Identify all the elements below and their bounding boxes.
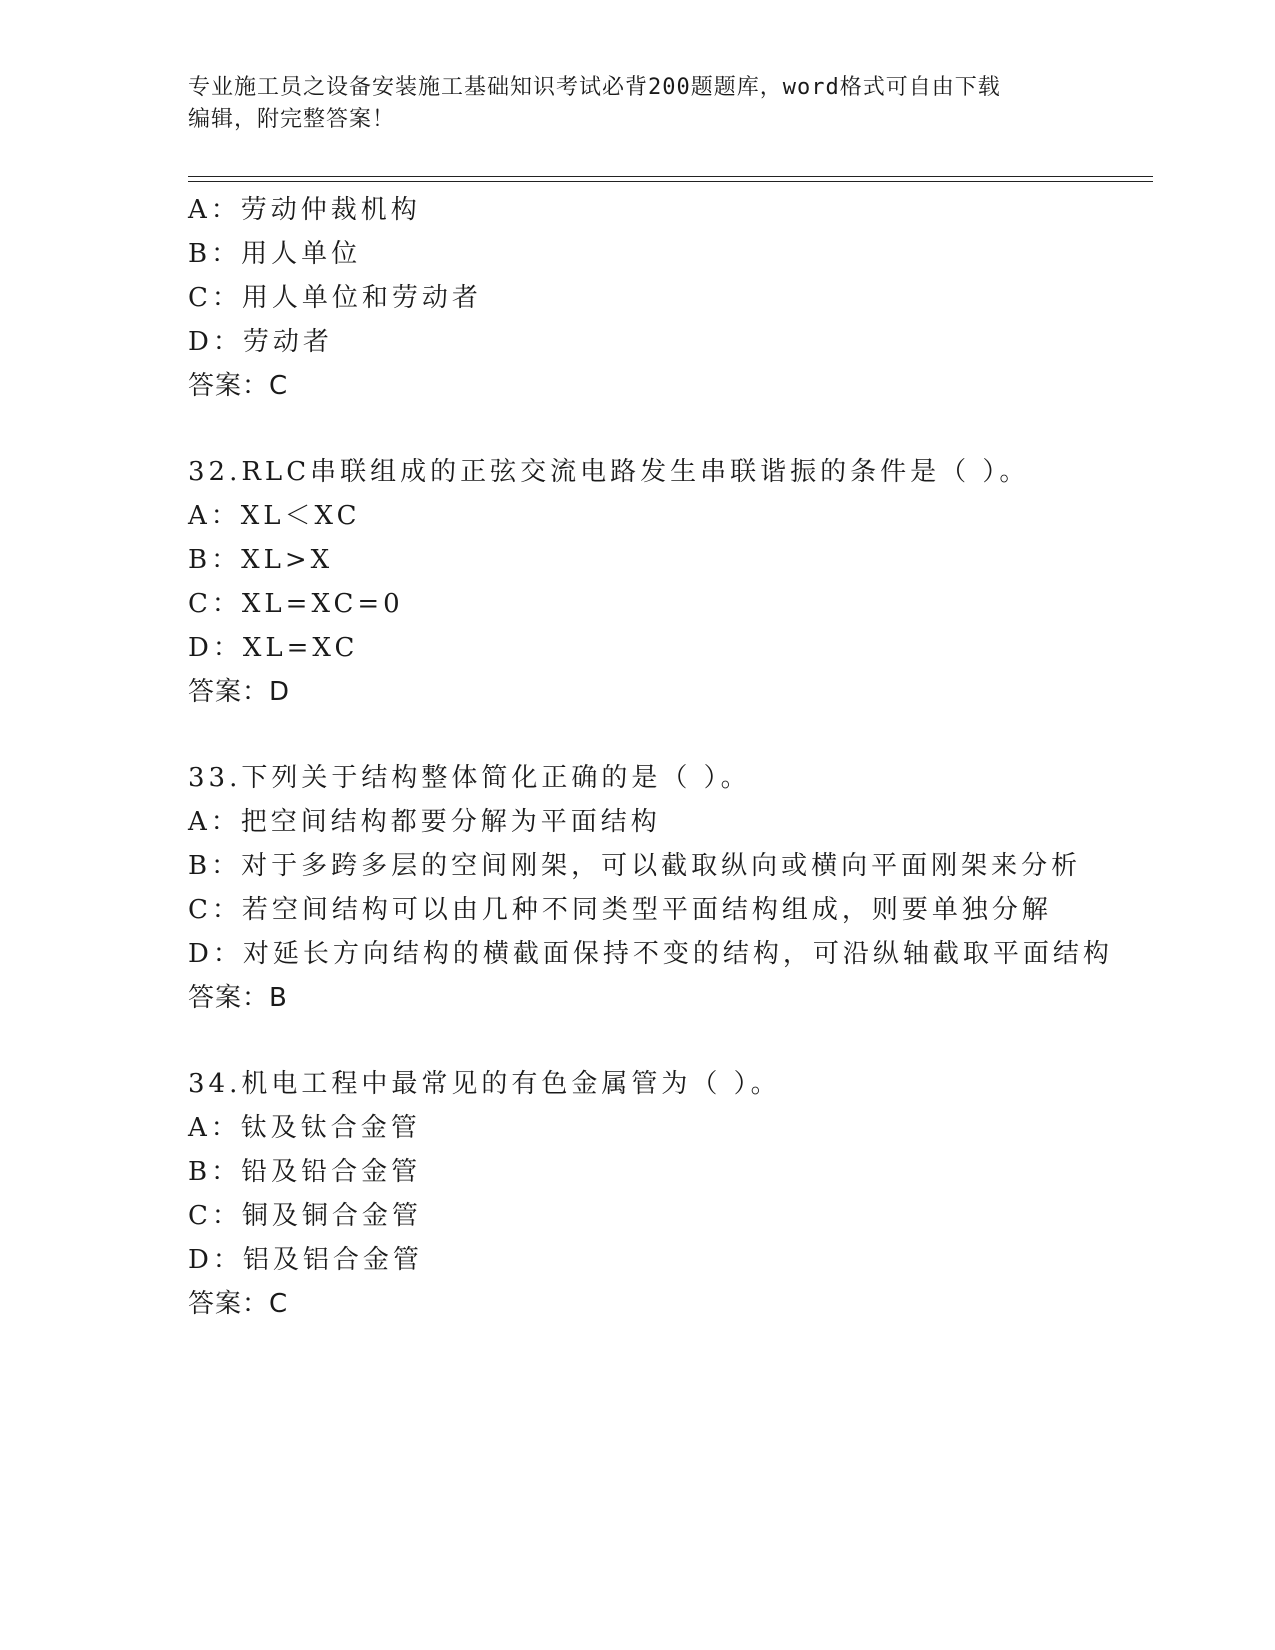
q34-option-a: A：钛及钛合金管 <box>188 1113 421 1143</box>
q34-option-d: D：铝及铝合金管 <box>188 1245 423 1275</box>
q32-option-a: A：XL＜XC <box>188 501 361 531</box>
header-divider-top <box>188 176 1153 177</box>
q32-stem: 32.RLC串联组成的正弦交流电路发生串联谐振的条件是（ ）。 <box>188 457 1030 487</box>
q32-answer: 答案：D <box>188 677 291 707</box>
q34-option-c: C：铜及铜合金管 <box>188 1201 422 1231</box>
header-title-line-1: 专业施工员之设备安装施工基础知识考试必背200题题库，word格式可自由下载 <box>188 75 1001 100</box>
q33-option-b: B：对于多跨多层的空间刚架，可以截取纵向或横向平面刚架来分析 <box>188 851 1082 881</box>
q34-answer: 答案：C <box>188 1289 289 1319</box>
q33-answer: 答案：B <box>188 983 288 1013</box>
q31-option-b: B：用人单位 <box>188 239 362 269</box>
q31-option-d: D：劳动者 <box>188 327 333 357</box>
header-divider-bottom <box>188 181 1153 182</box>
q33-option-a: A：把空间结构都要分解为平面结构 <box>188 807 661 837</box>
q32-option-d: D：XL=XC <box>188 633 359 663</box>
header-title-line-2: 编辑，附完整答案！ <box>188 107 396 132</box>
q32-option-b: B：XL>X <box>188 545 334 575</box>
q33-option-d: D：对延长方向结构的横截面保持不变的结构，可沿纵轴截取平面结构 <box>188 939 1113 969</box>
q34-option-b: B：铅及铅合金管 <box>188 1157 422 1187</box>
q31-answer: 答案：C <box>188 371 289 401</box>
document-header <box>188 72 1068 136</box>
q33-option-c: C：若空间结构可以由几种不同类型平面结构组成，则要单独分解 <box>188 895 1052 925</box>
q32-option-c: C：XL=XC=0 <box>188 589 404 619</box>
q33-stem: 33.下列关于结构整体简化正确的是（ ）。 <box>188 763 751 793</box>
q34-stem: 34.机电工程中最常见的有色金属管为（ ）。 <box>188 1069 781 1099</box>
q31-option-a: A：劳动仲裁机构 <box>188 195 421 225</box>
q31-option-c: C：用人单位和劳动者 <box>188 283 482 313</box>
